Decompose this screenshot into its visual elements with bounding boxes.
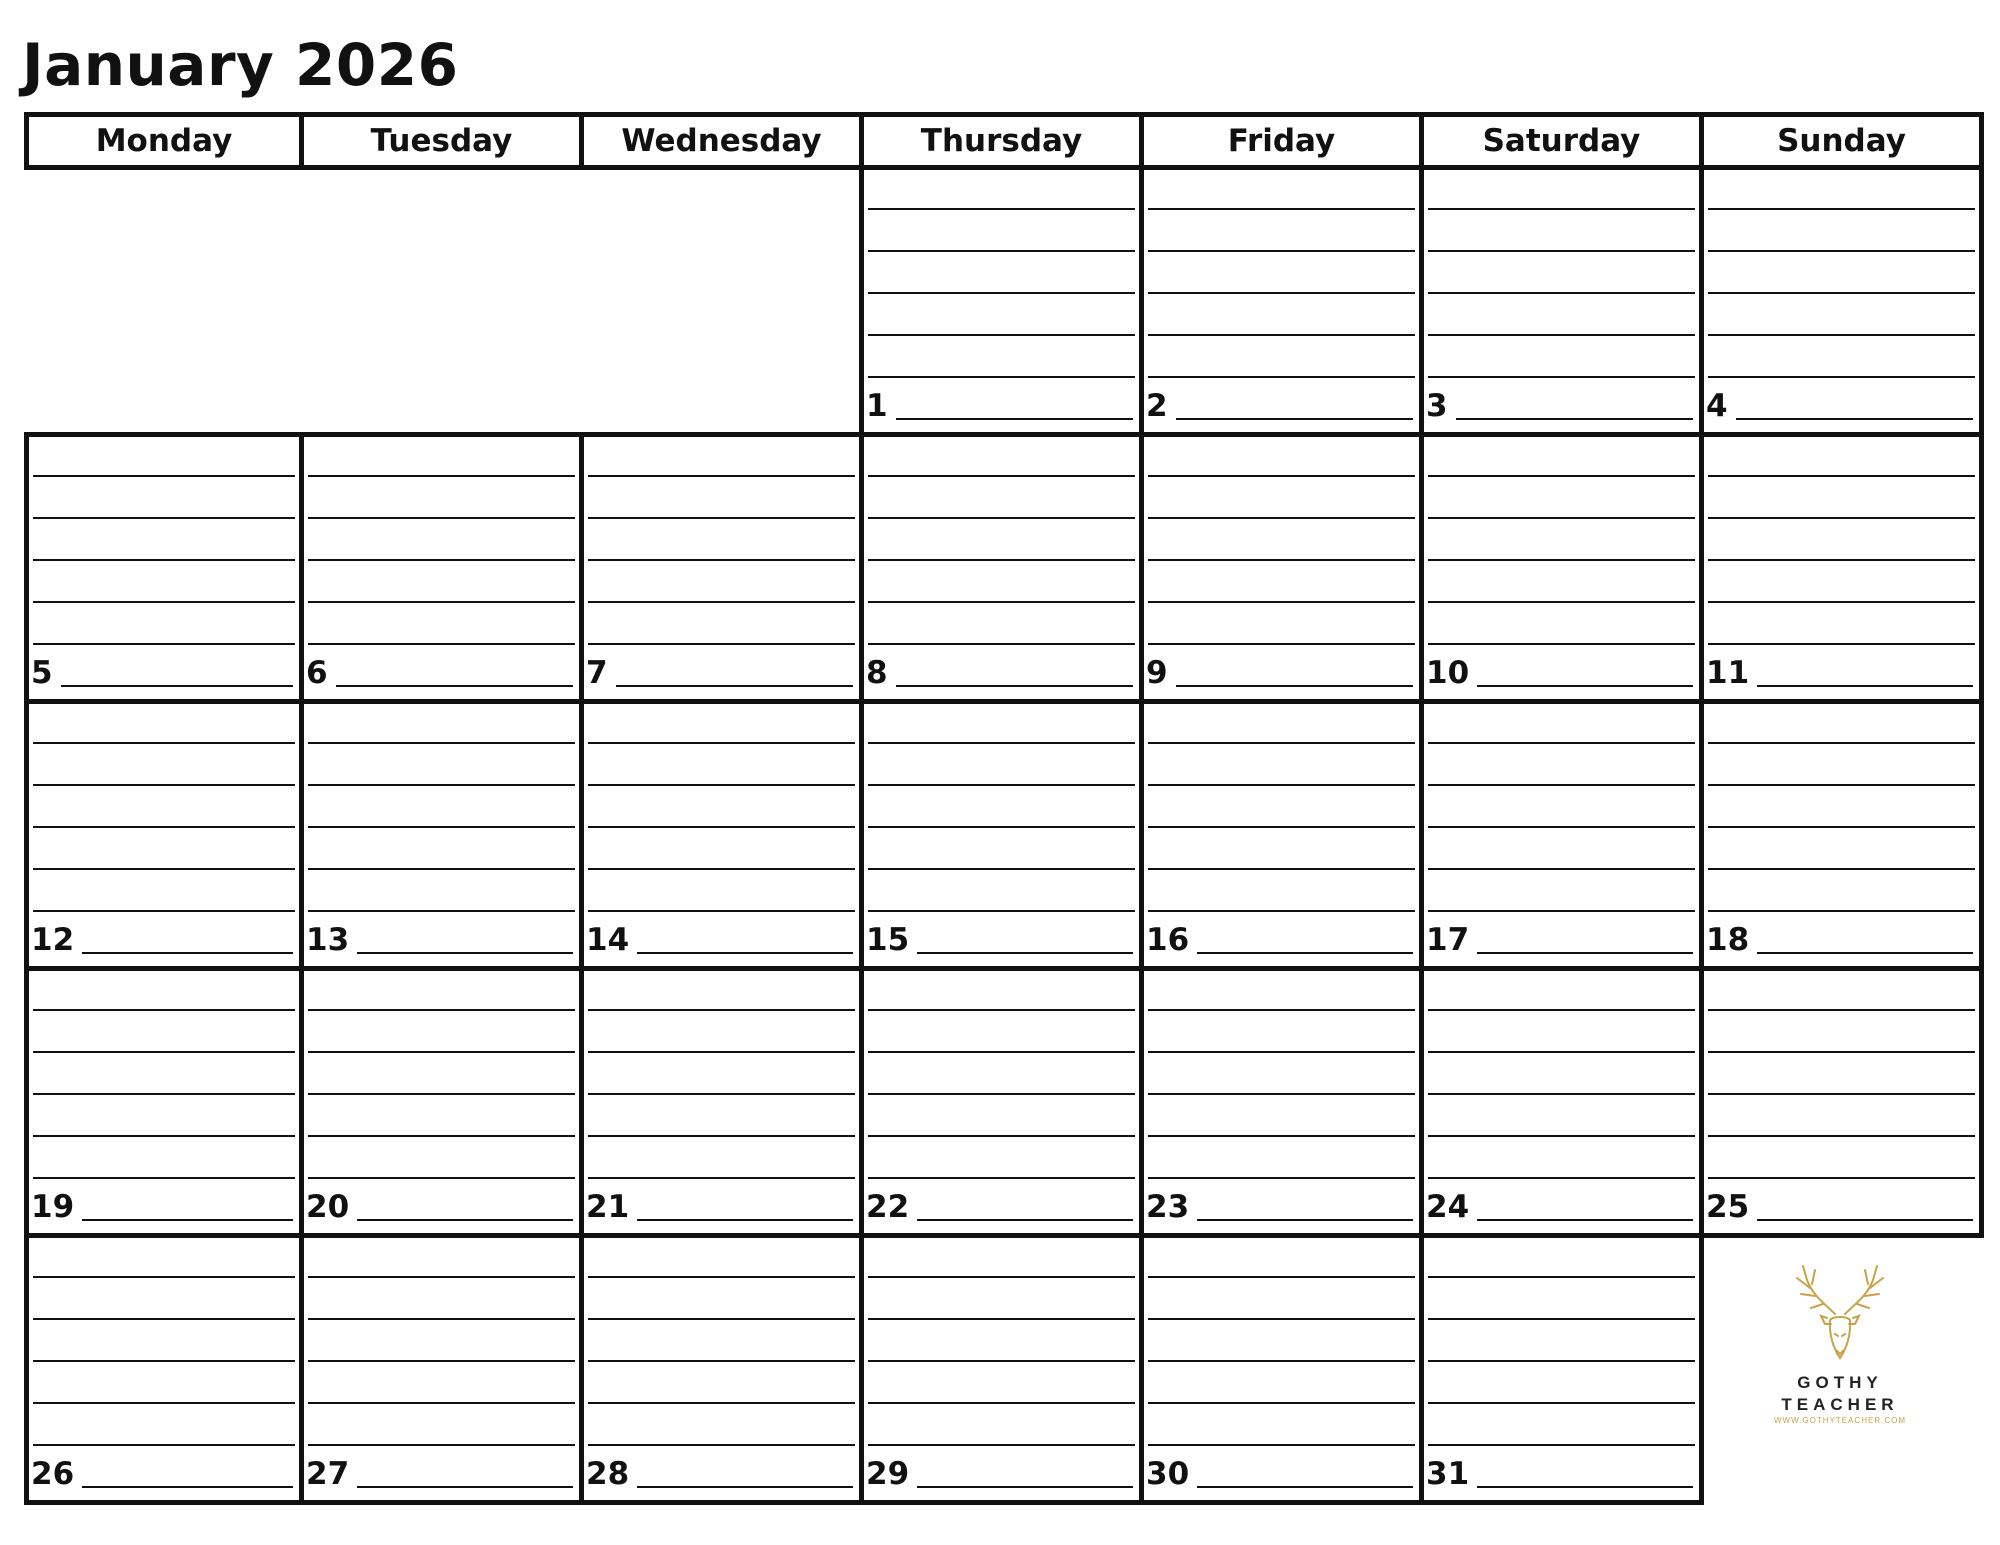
day-number-line xyxy=(82,1486,293,1488)
writing-line xyxy=(1428,1402,1695,1404)
day-cell[interactable] xyxy=(579,966,864,1238)
day-cell[interactable] xyxy=(579,432,864,704)
writing-line xyxy=(1708,1009,1975,1011)
writing-line xyxy=(868,1051,1135,1053)
day-number-line xyxy=(896,418,1133,420)
day-cell[interactable] xyxy=(1699,699,1984,971)
writing-line xyxy=(1428,1009,1695,1011)
writing-line xyxy=(1148,1051,1415,1053)
writing-line xyxy=(1708,1177,1975,1179)
day-footer xyxy=(584,655,859,691)
day-cell[interactable] xyxy=(1419,699,1704,971)
day-footer xyxy=(1704,1189,1979,1225)
writing-line xyxy=(33,1135,295,1137)
day-number: 15 xyxy=(866,922,910,958)
writing-line xyxy=(1708,868,1975,870)
writing-line xyxy=(33,742,295,744)
day-cell[interactable] xyxy=(1419,165,1704,437)
writing-line xyxy=(308,1360,575,1362)
writing-line xyxy=(1148,742,1415,744)
day-cell[interactable] xyxy=(1419,966,1704,1238)
writing-line xyxy=(868,910,1135,912)
writing-line xyxy=(1148,334,1415,336)
writing-line xyxy=(1148,643,1415,645)
weekday-header: Wednesday xyxy=(579,112,864,170)
writing-line xyxy=(33,868,295,870)
writing-line xyxy=(33,1444,295,1446)
day-number-line xyxy=(1197,1219,1413,1221)
writing-line xyxy=(1148,1444,1415,1446)
writing-line xyxy=(1428,208,1695,210)
day-number-line xyxy=(357,952,573,954)
day-number-line xyxy=(1197,952,1413,954)
writing-line xyxy=(1428,784,1695,786)
day-number: 16 xyxy=(1146,922,1190,958)
day-number: 27 xyxy=(306,1456,350,1492)
writing-line xyxy=(1708,643,1975,645)
day-number-line xyxy=(1477,1486,1693,1488)
day-cell[interactable] xyxy=(859,1233,1144,1505)
day-cell[interactable] xyxy=(859,699,1144,971)
day-number: 6 xyxy=(306,655,328,691)
writing-line xyxy=(1428,517,1695,519)
writing-line xyxy=(1428,1276,1695,1278)
day-footer xyxy=(584,922,859,958)
day-footer xyxy=(1704,922,1979,958)
writing-line xyxy=(308,1444,575,1446)
day-number: 31 xyxy=(1426,1456,1470,1492)
logo-url: WWW.GOTHYTEACHER.COM xyxy=(1774,1416,1906,1426)
writing-line xyxy=(588,1135,855,1137)
day-number-line xyxy=(1477,952,1693,954)
writing-line xyxy=(868,1318,1135,1320)
day-footer xyxy=(864,1456,1139,1492)
writing-line xyxy=(33,601,295,603)
day-footer xyxy=(29,1189,299,1225)
writing-line xyxy=(868,868,1135,870)
day-cell[interactable] xyxy=(1139,432,1424,704)
writing-line xyxy=(868,1009,1135,1011)
writing-line xyxy=(308,742,575,744)
day-footer xyxy=(304,1456,579,1492)
day-cell[interactable] xyxy=(1699,966,1984,1238)
day-number-line xyxy=(917,1486,1133,1488)
writing-line xyxy=(1428,1093,1695,1095)
writing-line xyxy=(868,250,1135,252)
writing-line xyxy=(308,559,575,561)
day-footer xyxy=(29,655,299,691)
logo-line-2: TEACHER xyxy=(1781,1395,1899,1415)
writing-line xyxy=(308,643,575,645)
writing-line xyxy=(868,1444,1135,1446)
writing-line xyxy=(1428,1051,1695,1053)
writing-line xyxy=(308,475,575,477)
writing-line xyxy=(1428,1444,1695,1446)
writing-line xyxy=(868,475,1135,477)
day-cell[interactable] xyxy=(1139,1233,1424,1505)
writing-line xyxy=(588,601,855,603)
writing-line xyxy=(1708,334,1975,336)
day-number: 8 xyxy=(866,655,888,691)
writing-line xyxy=(868,784,1135,786)
writing-line xyxy=(308,1402,575,1404)
day-cell[interactable] xyxy=(1419,432,1704,704)
day-number-line xyxy=(1757,685,1973,687)
day-footer xyxy=(1144,655,1419,691)
day-cell[interactable] xyxy=(859,966,1144,1238)
weekday-header: Monday xyxy=(24,112,304,170)
writing-line xyxy=(1708,559,1975,561)
writing-line xyxy=(588,475,855,477)
day-number: 2 xyxy=(1146,388,1168,424)
writing-line xyxy=(588,1051,855,1053)
writing-line xyxy=(1708,601,1975,603)
writing-line xyxy=(1148,475,1415,477)
writing-line xyxy=(1428,826,1695,828)
day-footer xyxy=(29,1456,299,1492)
day-number: 7 xyxy=(586,655,608,691)
writing-line xyxy=(1708,742,1975,744)
day-cell[interactable] xyxy=(1139,165,1424,437)
day-cell[interactable] xyxy=(24,1233,304,1505)
writing-line xyxy=(1428,1177,1695,1179)
writing-line xyxy=(1148,1318,1415,1320)
day-footer xyxy=(304,922,579,958)
day-number: 24 xyxy=(1426,1189,1470,1225)
day-number: 29 xyxy=(866,1456,910,1492)
writing-line xyxy=(1428,601,1695,603)
day-footer xyxy=(584,1456,859,1492)
day-footer xyxy=(304,655,579,691)
day-footer xyxy=(864,655,1139,691)
day-number-line xyxy=(637,1219,853,1221)
day-number: 18 xyxy=(1706,922,1750,958)
day-number-line xyxy=(82,952,293,954)
writing-line xyxy=(308,1177,575,1179)
day-cell[interactable] xyxy=(579,699,864,971)
writing-line xyxy=(1148,784,1415,786)
day-number-line xyxy=(357,1486,573,1488)
day-number-line xyxy=(917,1219,1133,1221)
writing-line xyxy=(1148,826,1415,828)
writing-line xyxy=(868,742,1135,744)
writing-line xyxy=(588,1318,855,1320)
writing-line xyxy=(33,910,295,912)
writing-line xyxy=(33,643,295,645)
writing-line xyxy=(33,475,295,477)
day-cell[interactable] xyxy=(24,966,304,1238)
day-footer xyxy=(1704,655,1979,691)
writing-line xyxy=(1428,250,1695,252)
writing-line xyxy=(868,601,1135,603)
day-cell[interactable] xyxy=(299,1233,584,1505)
weekday-header: Tuesday xyxy=(299,112,584,170)
brand-logo xyxy=(1740,1262,1940,1442)
writing-line xyxy=(308,784,575,786)
writing-line xyxy=(33,1402,295,1404)
day-cell[interactable] xyxy=(24,699,304,971)
day-footer xyxy=(1704,388,1979,424)
calendar-grid xyxy=(24,112,1984,1502)
page-title: January 2026 xyxy=(22,31,459,99)
day-cell[interactable] xyxy=(299,966,584,1238)
writing-line xyxy=(308,1009,575,1011)
day-number: 1 xyxy=(866,388,888,424)
day-number-line xyxy=(1176,418,1413,420)
writing-line xyxy=(308,1135,575,1137)
writing-line xyxy=(868,1276,1135,1278)
writing-line xyxy=(1148,559,1415,561)
day-number-line xyxy=(336,685,573,687)
day-number: 17 xyxy=(1426,922,1470,958)
day-cell[interactable] xyxy=(1419,1233,1704,1505)
day-number: 21 xyxy=(586,1189,630,1225)
writing-line xyxy=(33,1093,295,1095)
writing-line xyxy=(1428,376,1695,378)
writing-line xyxy=(308,1051,575,1053)
day-footer xyxy=(1424,1456,1699,1492)
writing-line xyxy=(1428,868,1695,870)
writing-line xyxy=(33,1177,295,1179)
day-number: 11 xyxy=(1706,655,1750,691)
writing-line xyxy=(308,517,575,519)
day-number: 28 xyxy=(586,1456,630,1492)
day-number-line xyxy=(917,952,1133,954)
writing-line xyxy=(588,826,855,828)
day-number: 20 xyxy=(306,1189,350,1225)
writing-line xyxy=(868,334,1135,336)
day-footer xyxy=(864,388,1139,424)
day-footer xyxy=(864,1189,1139,1225)
writing-line xyxy=(1148,868,1415,870)
day-cell[interactable] xyxy=(1139,699,1424,971)
weekday-header: Sunday xyxy=(1699,112,1984,170)
writing-line xyxy=(588,784,855,786)
day-cell[interactable] xyxy=(299,432,584,704)
day-cell[interactable] xyxy=(1699,165,1984,437)
writing-line xyxy=(588,742,855,744)
writing-line xyxy=(1708,1135,1975,1137)
writing-line xyxy=(1428,559,1695,561)
writing-line xyxy=(588,1444,855,1446)
writing-line xyxy=(1148,1135,1415,1137)
writing-line xyxy=(1428,1135,1695,1137)
day-footer xyxy=(1144,1189,1419,1225)
day-number: 26 xyxy=(31,1456,75,1492)
writing-line xyxy=(308,1318,575,1320)
writing-line xyxy=(1428,334,1695,336)
day-number: 3 xyxy=(1426,388,1448,424)
writing-line xyxy=(1148,1093,1415,1095)
day-number-line xyxy=(637,1486,853,1488)
day-number-line xyxy=(61,685,293,687)
day-footer xyxy=(304,1189,579,1225)
day-number-line xyxy=(1757,952,1973,954)
day-footer xyxy=(29,922,299,958)
writing-line xyxy=(1148,1009,1415,1011)
writing-line xyxy=(308,868,575,870)
writing-line xyxy=(1428,1360,1695,1362)
writing-line xyxy=(868,1177,1135,1179)
day-number: 5 xyxy=(31,655,53,691)
day-cell[interactable] xyxy=(299,699,584,971)
writing-line xyxy=(868,1135,1135,1137)
weekday-header: Saturday xyxy=(1419,112,1704,170)
weekday-header: Friday xyxy=(1139,112,1424,170)
day-number-line xyxy=(1197,1486,1413,1488)
day-number-line xyxy=(357,1219,573,1221)
writing-line xyxy=(868,376,1135,378)
writing-line xyxy=(33,1051,295,1053)
day-cell[interactable] xyxy=(859,432,1144,704)
day-footer xyxy=(1424,1189,1699,1225)
day-footer xyxy=(1144,388,1419,424)
writing-line xyxy=(868,1360,1135,1362)
writing-line xyxy=(1428,292,1695,294)
writing-line xyxy=(1708,1093,1975,1095)
day-number: 25 xyxy=(1706,1189,1750,1225)
writing-line xyxy=(868,292,1135,294)
day-number-line xyxy=(1736,418,1973,420)
writing-line xyxy=(588,910,855,912)
writing-line xyxy=(1148,1276,1415,1278)
writing-line xyxy=(1148,208,1415,210)
writing-line xyxy=(1148,910,1415,912)
logo-line-1: GOTHY xyxy=(1797,1373,1883,1392)
writing-line xyxy=(588,559,855,561)
writing-line xyxy=(308,1093,575,1095)
writing-line xyxy=(308,1276,575,1278)
writing-line xyxy=(588,517,855,519)
writing-line xyxy=(1148,1402,1415,1404)
writing-line xyxy=(1708,826,1975,828)
writing-line xyxy=(33,1318,295,1320)
writing-line xyxy=(1708,910,1975,912)
day-number: 23 xyxy=(1146,1189,1190,1225)
writing-line xyxy=(1428,742,1695,744)
writing-line xyxy=(1708,784,1975,786)
writing-line xyxy=(588,1360,855,1362)
day-number: 19 xyxy=(31,1189,75,1225)
day-footer xyxy=(864,922,1139,958)
day-number: 9 xyxy=(1146,655,1168,691)
day-footer xyxy=(584,1189,859,1225)
day-number: 4 xyxy=(1706,388,1728,424)
day-cell[interactable] xyxy=(24,432,304,704)
writing-line xyxy=(308,601,575,603)
writing-line xyxy=(1708,475,1975,477)
writing-line xyxy=(588,1009,855,1011)
writing-line xyxy=(1148,517,1415,519)
writing-line xyxy=(33,1276,295,1278)
writing-line xyxy=(1708,376,1975,378)
writing-line xyxy=(868,1093,1135,1095)
writing-line xyxy=(868,826,1135,828)
writing-line xyxy=(1708,1051,1975,1053)
writing-line xyxy=(1428,475,1695,477)
writing-line xyxy=(33,826,295,828)
day-cell[interactable] xyxy=(579,1233,864,1505)
writing-line xyxy=(588,1276,855,1278)
writing-line xyxy=(308,910,575,912)
writing-line xyxy=(1148,292,1415,294)
day-number: 14 xyxy=(586,922,630,958)
writing-line xyxy=(868,517,1135,519)
writing-line xyxy=(1148,376,1415,378)
writing-line xyxy=(1708,517,1975,519)
day-number: 10 xyxy=(1426,655,1470,691)
writing-line xyxy=(868,1402,1135,1404)
day-number-line xyxy=(896,685,1133,687)
day-number-line xyxy=(1456,418,1693,420)
day-number-line xyxy=(637,952,853,954)
deer-head-icon xyxy=(1785,1262,1895,1372)
writing-line xyxy=(1708,292,1975,294)
day-number: 22 xyxy=(866,1189,910,1225)
day-cell[interactable] xyxy=(1139,966,1424,1238)
day-number-line xyxy=(1477,685,1693,687)
writing-line xyxy=(1148,1360,1415,1362)
writing-line xyxy=(1148,250,1415,252)
writing-line xyxy=(868,208,1135,210)
writing-line xyxy=(868,559,1135,561)
day-number-line xyxy=(1176,685,1413,687)
day-number: 12 xyxy=(31,922,75,958)
day-footer xyxy=(1144,922,1419,958)
day-footer xyxy=(1144,1456,1419,1492)
day-number: 30 xyxy=(1146,1456,1190,1492)
writing-line xyxy=(1428,643,1695,645)
day-number-line xyxy=(1757,1219,1973,1221)
day-footer xyxy=(1424,388,1699,424)
writing-line xyxy=(868,643,1135,645)
day-number-line xyxy=(616,685,853,687)
writing-line xyxy=(588,868,855,870)
writing-line xyxy=(33,517,295,519)
day-cell[interactable] xyxy=(859,165,1144,437)
day-cell[interactable] xyxy=(1699,432,1984,704)
writing-line xyxy=(1708,250,1975,252)
writing-line xyxy=(33,559,295,561)
writing-line xyxy=(1148,1177,1415,1179)
writing-line xyxy=(1428,910,1695,912)
writing-line xyxy=(1708,208,1975,210)
day-footer xyxy=(1424,655,1699,691)
writing-line xyxy=(588,1402,855,1404)
writing-line xyxy=(1148,601,1415,603)
day-number-line xyxy=(1477,1219,1693,1221)
day-number-line xyxy=(82,1219,293,1221)
writing-line xyxy=(588,1093,855,1095)
writing-line xyxy=(308,826,575,828)
day-footer xyxy=(1424,922,1699,958)
writing-line xyxy=(33,1360,295,1362)
writing-line xyxy=(33,784,295,786)
writing-line xyxy=(588,1177,855,1179)
weekday-header: Thursday xyxy=(859,112,1144,170)
writing-line xyxy=(33,1009,295,1011)
writing-line xyxy=(588,643,855,645)
writing-line xyxy=(1428,1318,1695,1320)
day-number: 13 xyxy=(306,922,350,958)
